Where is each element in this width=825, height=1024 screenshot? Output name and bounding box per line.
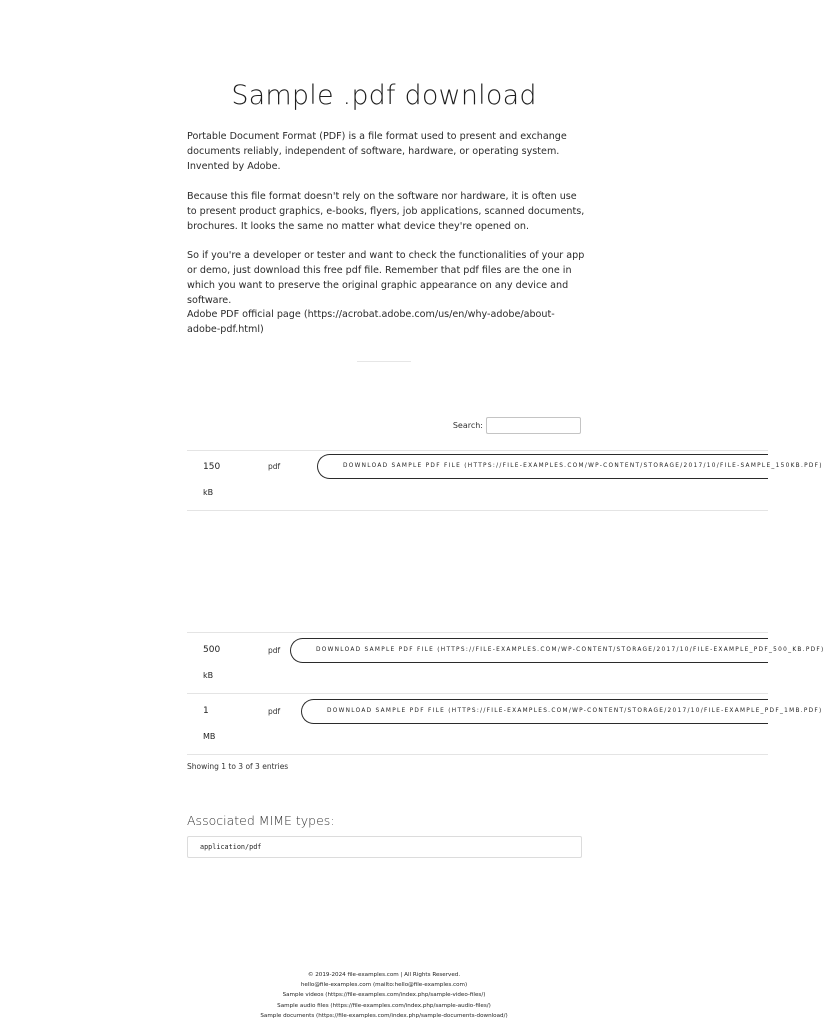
footer-sample-videos-link[interactable]: Sample videos (https://file-examples.com/index.php/sample-video-files/) xyxy=(282,992,486,999)
file-size-value: 150 xyxy=(203,462,221,472)
table-top-border xyxy=(187,450,768,451)
section-divider xyxy=(357,361,411,362)
file-type: pdf xyxy=(268,462,281,471)
file-size-unit: kB xyxy=(203,671,214,680)
row-divider xyxy=(187,510,768,511)
row-divider xyxy=(187,632,768,633)
file-size-unit: MB xyxy=(203,732,216,741)
page-title: Sample .pdf download xyxy=(231,80,537,111)
download-button-500kb[interactable]: DOWNLOAD SAMPLE PDF FILE (HTTPS://FILE-EXAMPLES.COM/WP-CONTENT/STORAGE/2017/10/FILE-EXAMPLE_PDF_500_KB.PDF) xyxy=(290,638,768,663)
mime-type-code-box: application/pdf xyxy=(187,836,582,858)
adobe-official-link[interactable]: Adobe PDF official page (https://acrobat.adobe.com/us/en/why-adobe/about-adobe-pdf.html) xyxy=(187,309,555,335)
mime-types-heading: Associated MIME types: xyxy=(187,813,335,828)
download-button-150kb[interactable]: DOWNLOAD SAMPLE PDF FILE (HTTPS://FILE-EXAMPLES.COM/WP-CONTENT/STORAGE/2017/10/FILE-SAMPLE_150KB.PDF) xyxy=(317,454,768,479)
footer xyxy=(0,970,768,1021)
file-size-value: 1 xyxy=(203,706,209,716)
file-size-unit: kB xyxy=(203,488,214,497)
download-button-1mb[interactable]: DOWNLOAD SAMPLE PDF FILE (HTTPS://FILE-EXAMPLES.COM/WP-CONTENT/STORAGE/2017/10/FILE-EXAMPLE_PDF_1MB.PDF) xyxy=(301,699,768,724)
table-bottom-border xyxy=(187,754,768,755)
row-divider xyxy=(187,693,768,694)
intro-paragraph-1: Portable Document Format (PDF) is a file format used to present and exchange documents reliably, independent of software, hardware, or operating system. Invented by Adobe. xyxy=(187,131,567,172)
footer-sample-documents-link[interactable]: Sample documents (https://file-examples.com/index.php/sample-documents-download/) xyxy=(260,1012,508,1019)
table-entries-info: Showing 1 to 3 of 3 entries xyxy=(187,762,289,771)
intro-paragraph-3: So if you're a developer or tester and want to check the functionalities of your app or demo, just download this free pdf file. Remember that pdf files are the one in which you want to preserve the original graphic appearance on any device and software. xyxy=(187,250,585,306)
footer-email-link[interactable]: hello@file-examples.com (mailto:hello@file-examples.com) xyxy=(300,982,468,989)
file-size-value: 500 xyxy=(203,645,221,655)
file-type: pdf xyxy=(268,707,281,716)
file-type: pdf xyxy=(268,646,281,655)
search-label: Search: xyxy=(452,421,483,430)
search-input[interactable] xyxy=(486,417,581,434)
footer-sample-audio-link[interactable]: Sample audio files (https://file-examples.com/index.php/sample-audio-files/) xyxy=(277,1002,491,1009)
footer-copyright: © 2019-2024 file-examples.com | All Rights Reserved. xyxy=(307,972,461,978)
intro-paragraph-2: Because this file format doesn't rely on the software nor hardware, it is often use to present product graphics, e-books, flyers, job applications, scanned documents, brochures. It looks the same no matter what device they're opened on. xyxy=(187,191,585,232)
